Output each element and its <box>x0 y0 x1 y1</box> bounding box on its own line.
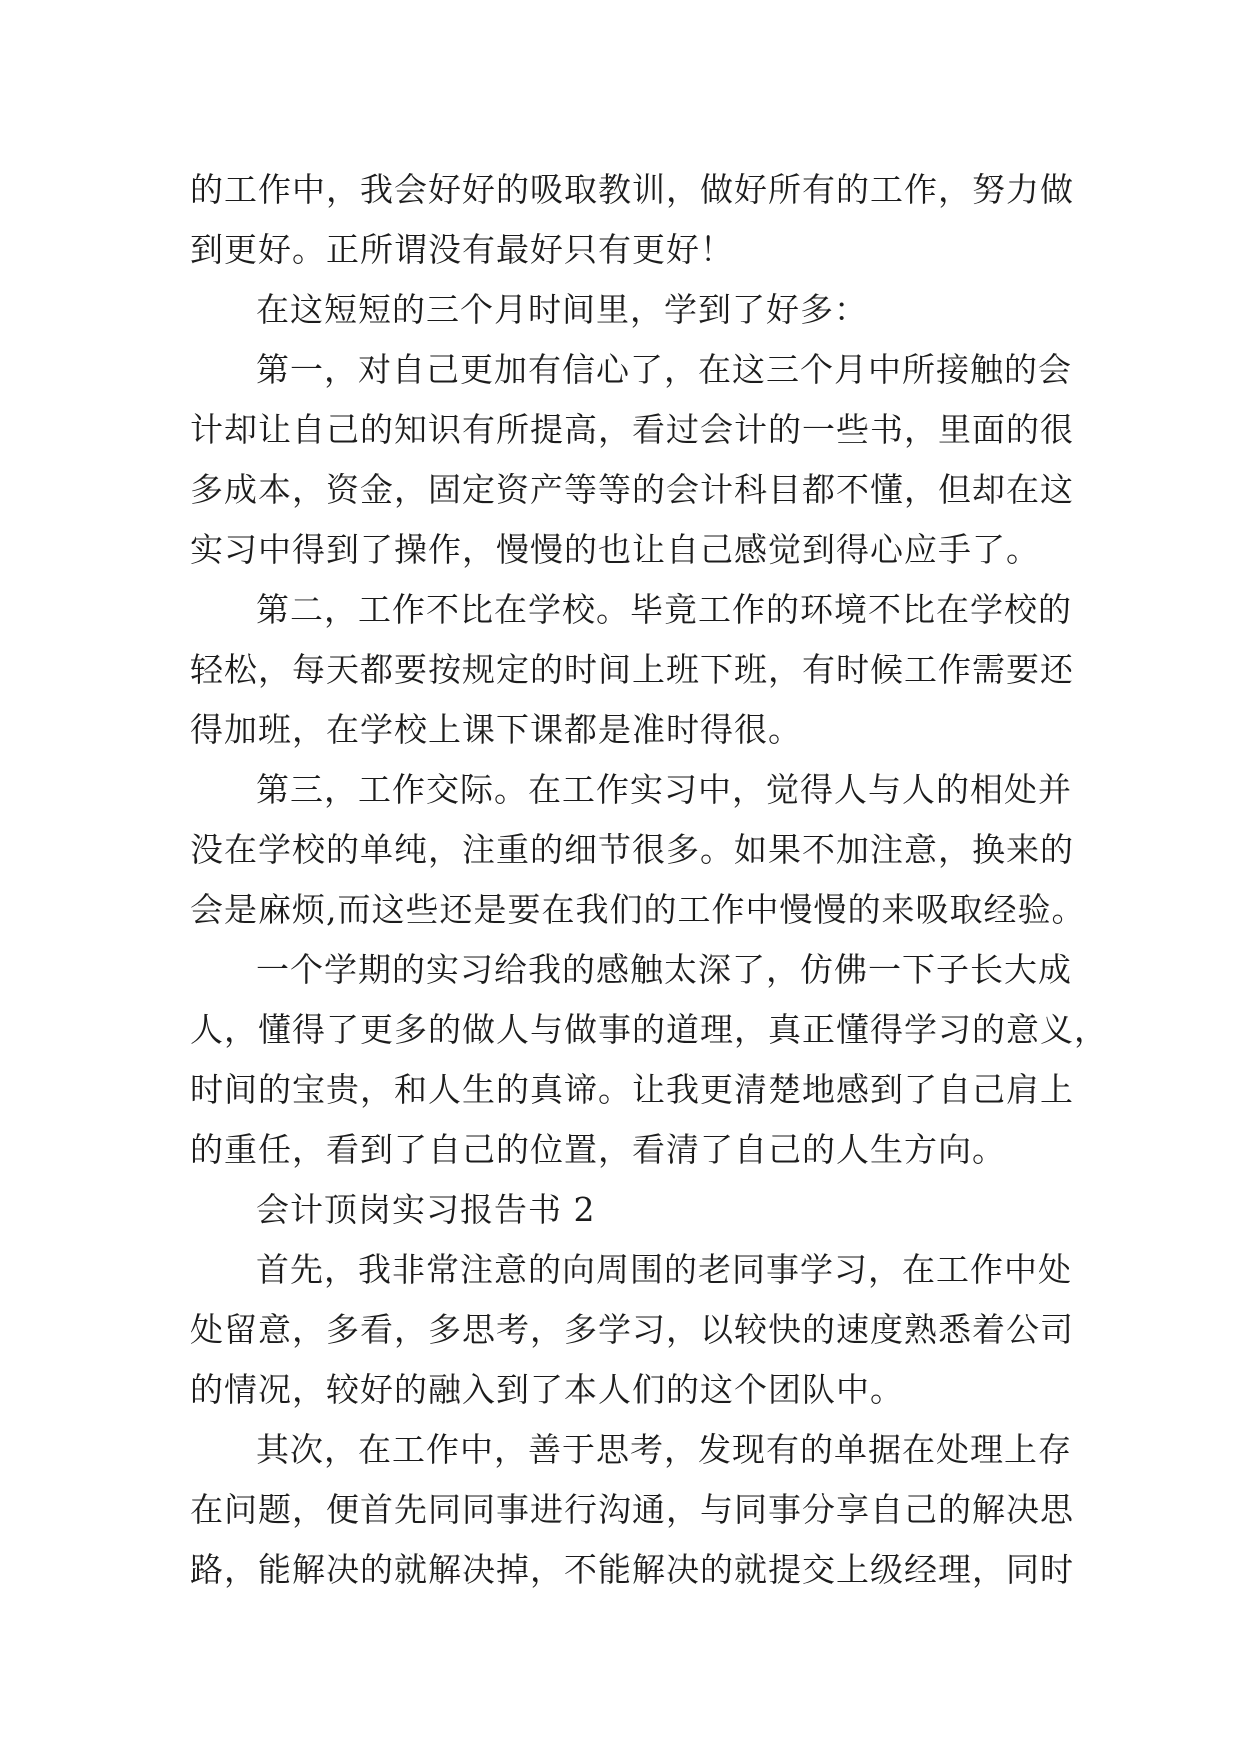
report-body <box>190 160 1108 1600</box>
text-line: 路，能解决的就解决掉，不能解决的就提交上级经理，同时 <box>190 1550 1074 1589</box>
text-line: 在问题，便首先同同事进行沟通，与同事分享自己的解决思 <box>190 1490 1074 1529</box>
text-line: 轻松，每天都要按规定的时间上班下班，有时候工作需要还 <box>190 650 1074 689</box>
text-line: 时间的宝贵，和人生的真谛。让我更清楚地感到了自己肩上 <box>190 1070 1074 1109</box>
text-line: 的工作中，我会好好的吸取教训，做好所有的工作，努力做 <box>190 170 1074 209</box>
paragraph-start: 第三，工作交际。在工作实习中，觉得人与人的相处并 <box>256 770 1072 809</box>
text-line: 实习中得到了操作，慢慢的也让自己感觉到得心应手了。 <box>190 530 1040 569</box>
paragraph-start: 第二，工作不比在学校。毕竟工作的环境不比在学校的 <box>256 590 1072 629</box>
text-line: 计却让自己的知识有所提高，看过会计的一些书，里面的很 <box>190 410 1074 449</box>
text-line: 的情况，较好的融入到了本人们的这个团队中。 <box>190 1370 904 1409</box>
text-line: 处留意，多看，多思考，多学习，以较快的速度熟悉着公司 <box>190 1310 1074 1349</box>
paragraph-start: 第一，对自己更加有信心了，在这三个月中所接触的会 <box>256 350 1072 389</box>
text-line: 没在学校的单纯，注重的细节很多。如果不加注意，换来的 <box>190 830 1074 869</box>
paragraph-start: 一个学期的实习给我的感触太深了，仿佛一下子长大成 <box>256 950 1072 989</box>
paragraph-start: 其次，在工作中，善于思考，发现有的单据在处理上存 <box>256 1430 1072 1469</box>
text-line: 人，懂得了更多的做人与做事的道理，真正懂得学习的意义， <box>190 1010 1108 1049</box>
section-heading: 会计顶岗实习报告书 2 <box>256 1190 596 1229</box>
paragraph-start: 在这短短的三个月时间里，学到了好多： <box>256 290 868 329</box>
paragraph-start: 首先，我非常注意的向周围的老同事学习，在工作中处 <box>256 1250 1072 1289</box>
text-line: 得加班，在学校上课下课都是准时得很。 <box>190 710 802 749</box>
text-line: 会是麻烦,而这些还是要在我们的工作中慢慢的来吸取经验。 <box>190 890 1086 929</box>
text-line: 到更好。正所谓没有最好只有更好！ <box>190 230 734 269</box>
text-line: 多成本，资金，固定资产等等的会计科目都不懂，但却在这 <box>190 470 1074 509</box>
text-line: 的重任，看到了自己的位置，看清了自己的人生方向。 <box>190 1130 1006 1169</box>
